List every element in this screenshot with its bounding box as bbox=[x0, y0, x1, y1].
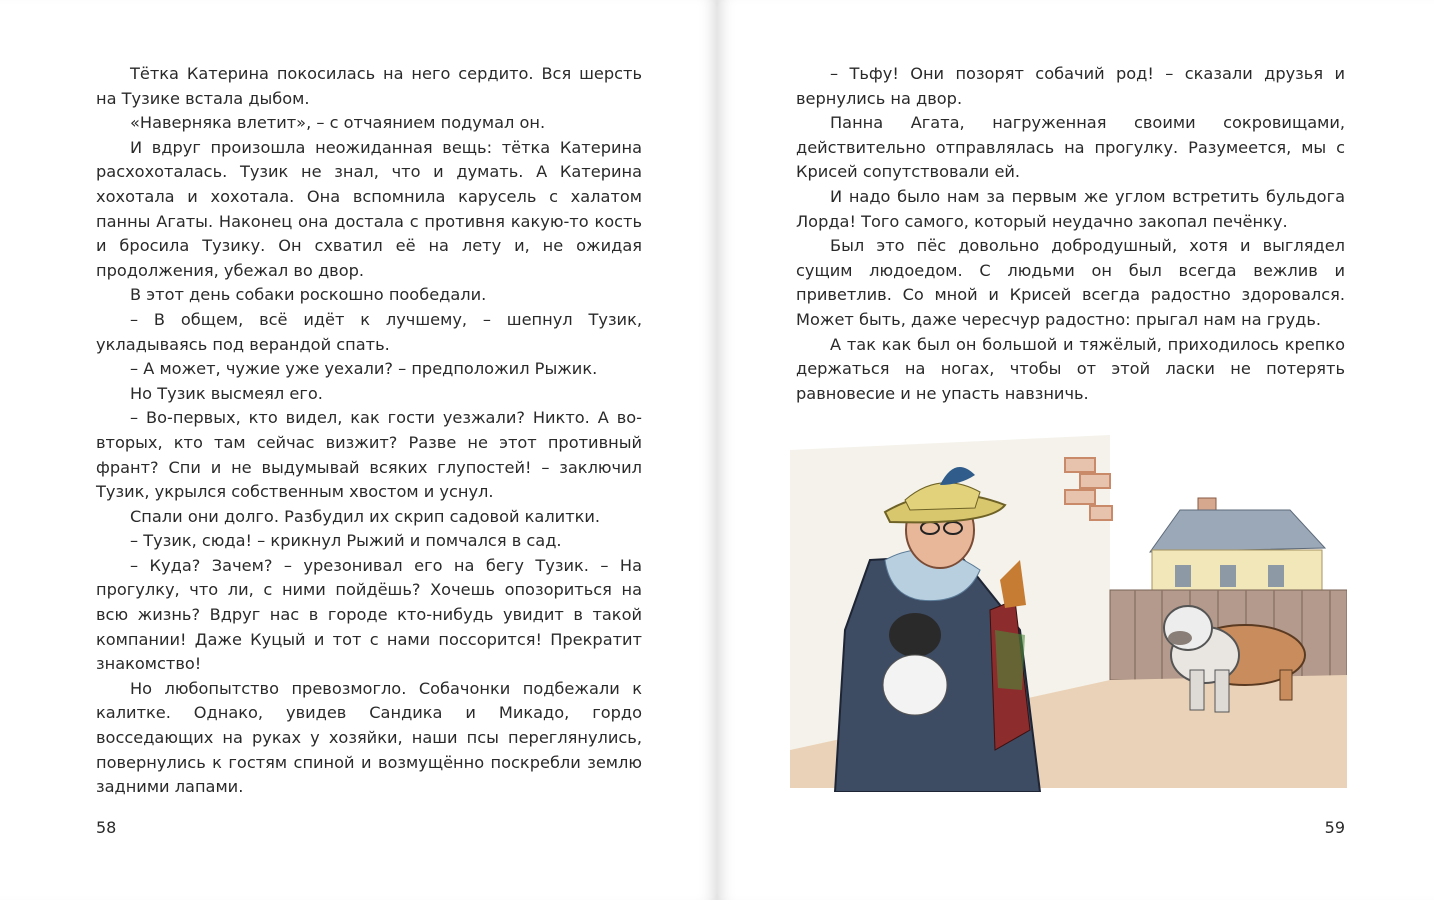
illustration bbox=[790, 430, 1347, 792]
paragraph: В этот день собаки роскошно пообедали. bbox=[130, 285, 487, 305]
paragraph: Но любопытство превозмогло. Собачонки подбежали к калитке. Однако, увидев Сандика и Микадо, гордо восседающих на руках у хозяйки, наши псы переглянулись, повернулись к гостям спиной и возмущённо поскребли землю задними лапами. bbox=[96, 678, 642, 797]
page-number-left: 58 bbox=[96, 818, 117, 837]
page-number-right: 59 bbox=[1324, 818, 1345, 837]
paragraph: «Наверняка влетит», – с отчаянием подумал он. bbox=[130, 113, 546, 133]
paragraph: Тётка Катерина покосилась на него сердито. Вся шерсть на Тузике встала дыбом. bbox=[96, 64, 642, 108]
right-page-text bbox=[796, 62, 1345, 406]
right-page bbox=[717, 0, 1434, 900]
paragraph: – Куда? Зачем? – урезонивал его на бегу Тузик. – На прогулку, что ли, с ними пойдёшь? Хочешь опозориться на всю жизнь? Вдруг нас в городе кто-нибудь увидит в такой компании! Даже Куцый и тот с нами поссорится! Прекратит знакомство! bbox=[96, 555, 642, 674]
paragraph: – Во-первых, кто видел, как гости уезжали? Никто. А во-вторых, кто там сейчас визжит? Разве не этот противный франт? Спи и не выдумывай всяких глупостей! – заключил Тузик, укрылся собственным хвостом и уснул. bbox=[96, 408, 642, 502]
paragraph: Но Тузик высмеял его. bbox=[130, 383, 323, 403]
paragraph: Спали они долго. Разбудил их скрип садовой калитки. bbox=[130, 506, 601, 526]
paragraph: – Тузик, сюда! – крикнул Рыжий и помчался в сад. bbox=[130, 531, 562, 551]
paragraph: И надо было нам за первым же углом встретить бульдога Лорда! Того самого, который неудачно закопал печёнку. bbox=[796, 186, 1345, 231]
paragraph: – А может, чужие уже уехали? – предположил Рыжик. bbox=[130, 359, 598, 379]
paragraph: Панна Агата, нагруженная своими сокровищами, действительно отправлялась на прогулку. Разумеется, мы с Крисей сопутствовали ей. bbox=[796, 113, 1345, 182]
illustration-svg bbox=[790, 430, 1347, 792]
left-page-text bbox=[96, 62, 642, 800]
paragraph: А так как был он большой и тяжёлый, приходилось крепко держаться на ногах, чтобы от этой ласки не потерять равновесие и не упасть навзничь. bbox=[796, 334, 1345, 403]
paragraph: И вдруг произошла неожиданная вещь: тётка Катерина расхохоталась. Тузик не знал, что и думать. А Катерина хохотала и хохотала. Она вспомнила карусель с халатом панны Агаты. Наконец она достала с противня какую-то кость и бросила Тузику. Он схватил её на лету и, не ожидая продолжения, убежал во двор. bbox=[96, 137, 642, 280]
paragraph: Был это пёс довольно добродушный, хотя и выглядел сущим людоедом. С людьми он был всегда вежлив и приветлив. Со мной и Крисей всегда радостно здоровался. Может быть, даже чересчур радостно: прыгал нам на грудь. bbox=[796, 236, 1345, 329]
paragraph: – В общем, всё идёт к лучшему, – шепнул Тузик, укладываясь под верандой спать. bbox=[96, 309, 642, 354]
paragraph: – Тьфу! Они позорят собачий род! – сказали друзья и вернулись на двор. bbox=[796, 64, 1345, 108]
